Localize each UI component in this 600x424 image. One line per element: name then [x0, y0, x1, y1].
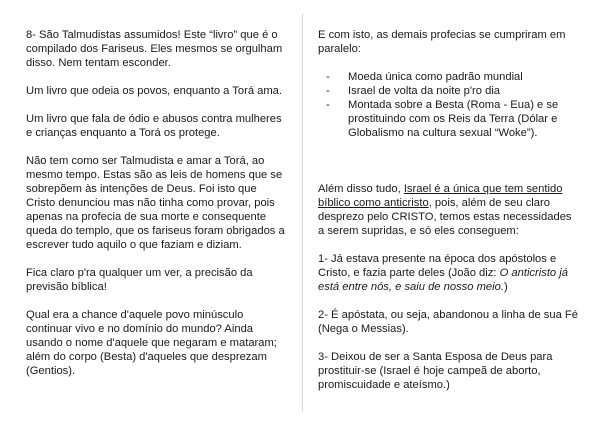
paragraph-leis-homens: Não tem como ser Talmudista e amar a Torá, ao mesmo tempo. Estas são as leis de homens que se sobrepõem às intenções de Deus. Foi isto que Cristo denunciou mas não tinha como provar, pois apenas na profecia de sua morte e consequente queda do templo, que os fariseus foram obrigados a escrever tudo aquilo o que faziam e diziam.: [26, 155, 285, 251]
italic-quote: O anticristo já está entre nós, e saiu de nosso meio.: [318, 267, 568, 293]
list-item: - Israel de volta da noite p'ro dia: [326, 84, 580, 98]
item-1: [318, 252, 580, 294]
item-3: 3- Deixou de ser a Santa Esposa de Deus para prostituir-se (Israel é hoje campeã de aborto, promiscuidade e ateísmo.): [318, 351, 553, 391]
item-2: 2- É apóstata, ou seja, abandonou a linha de sua Fé (Nega o Messias).: [318, 309, 578, 335]
text-segment: 1- Já estava presente na época dos apóstolos e Cristo, e fazia parte deles (João diz:: [318, 253, 557, 279]
paragraph-precisao: Fica claro p'ra qualquer um ver, a precisão da previsão bíblica!: [26, 267, 253, 293]
right-column: [318, 28, 580, 406]
left-column: [26, 28, 288, 392]
underlined-text: Israel é a única que tem sentido bíblico como anticristo: [318, 183, 563, 209]
list-item: - Moeda única como padrão mundial: [326, 70, 580, 84]
text-segment: ): [503, 281, 508, 293]
column-divider: [302, 14, 303, 412]
paragraph-chance-povo: Qual era a chance d'aquele povo minúsculo continuar vivo e no domínio do mundo? Ainda usando o nome d'aquele que negaram e mataram; além do corpo (Besta) d'aqueles que desprezam (Gentios).: [26, 309, 277, 377]
text-segment: , pois, além de seu claro desprezo pelo CRISTO, temos estas necessidades a serem supridas, e só eles conseguem:: [318, 197, 572, 237]
list-item: - Montada sobre a Besta (Roma - Eua) e se prostituindo com os Reis da Terra (Dólar e Globalismo na cultura sexual “Woke”).: [326, 98, 580, 140]
spacer: [318, 154, 580, 182]
paragraph-anticristo: [318, 182, 580, 238]
paragraph-profecias-intro: E com isto, as demais profecias se cumpriram em paralelo:: [318, 29, 566, 55]
prophecy-list: [318, 70, 580, 140]
paragraph-talmudistas: 8- São Talmudistas assumidos! Este “livro” que é o compilado dos Fariseus. Eles mesmos se orgulham disso. Nem tentam esconder.: [26, 29, 283, 69]
paragraph-odeia-povos: Um livro que odeia os povos, enquanto a Torá ama.: [26, 85, 283, 97]
text-segment: Além disso tudo,: [318, 183, 404, 195]
paragraph-odio-abusos: Um livro que fala de ódio e abusos contra mulheres e crianças enquanto a Torá os protege.: [26, 113, 282, 139]
